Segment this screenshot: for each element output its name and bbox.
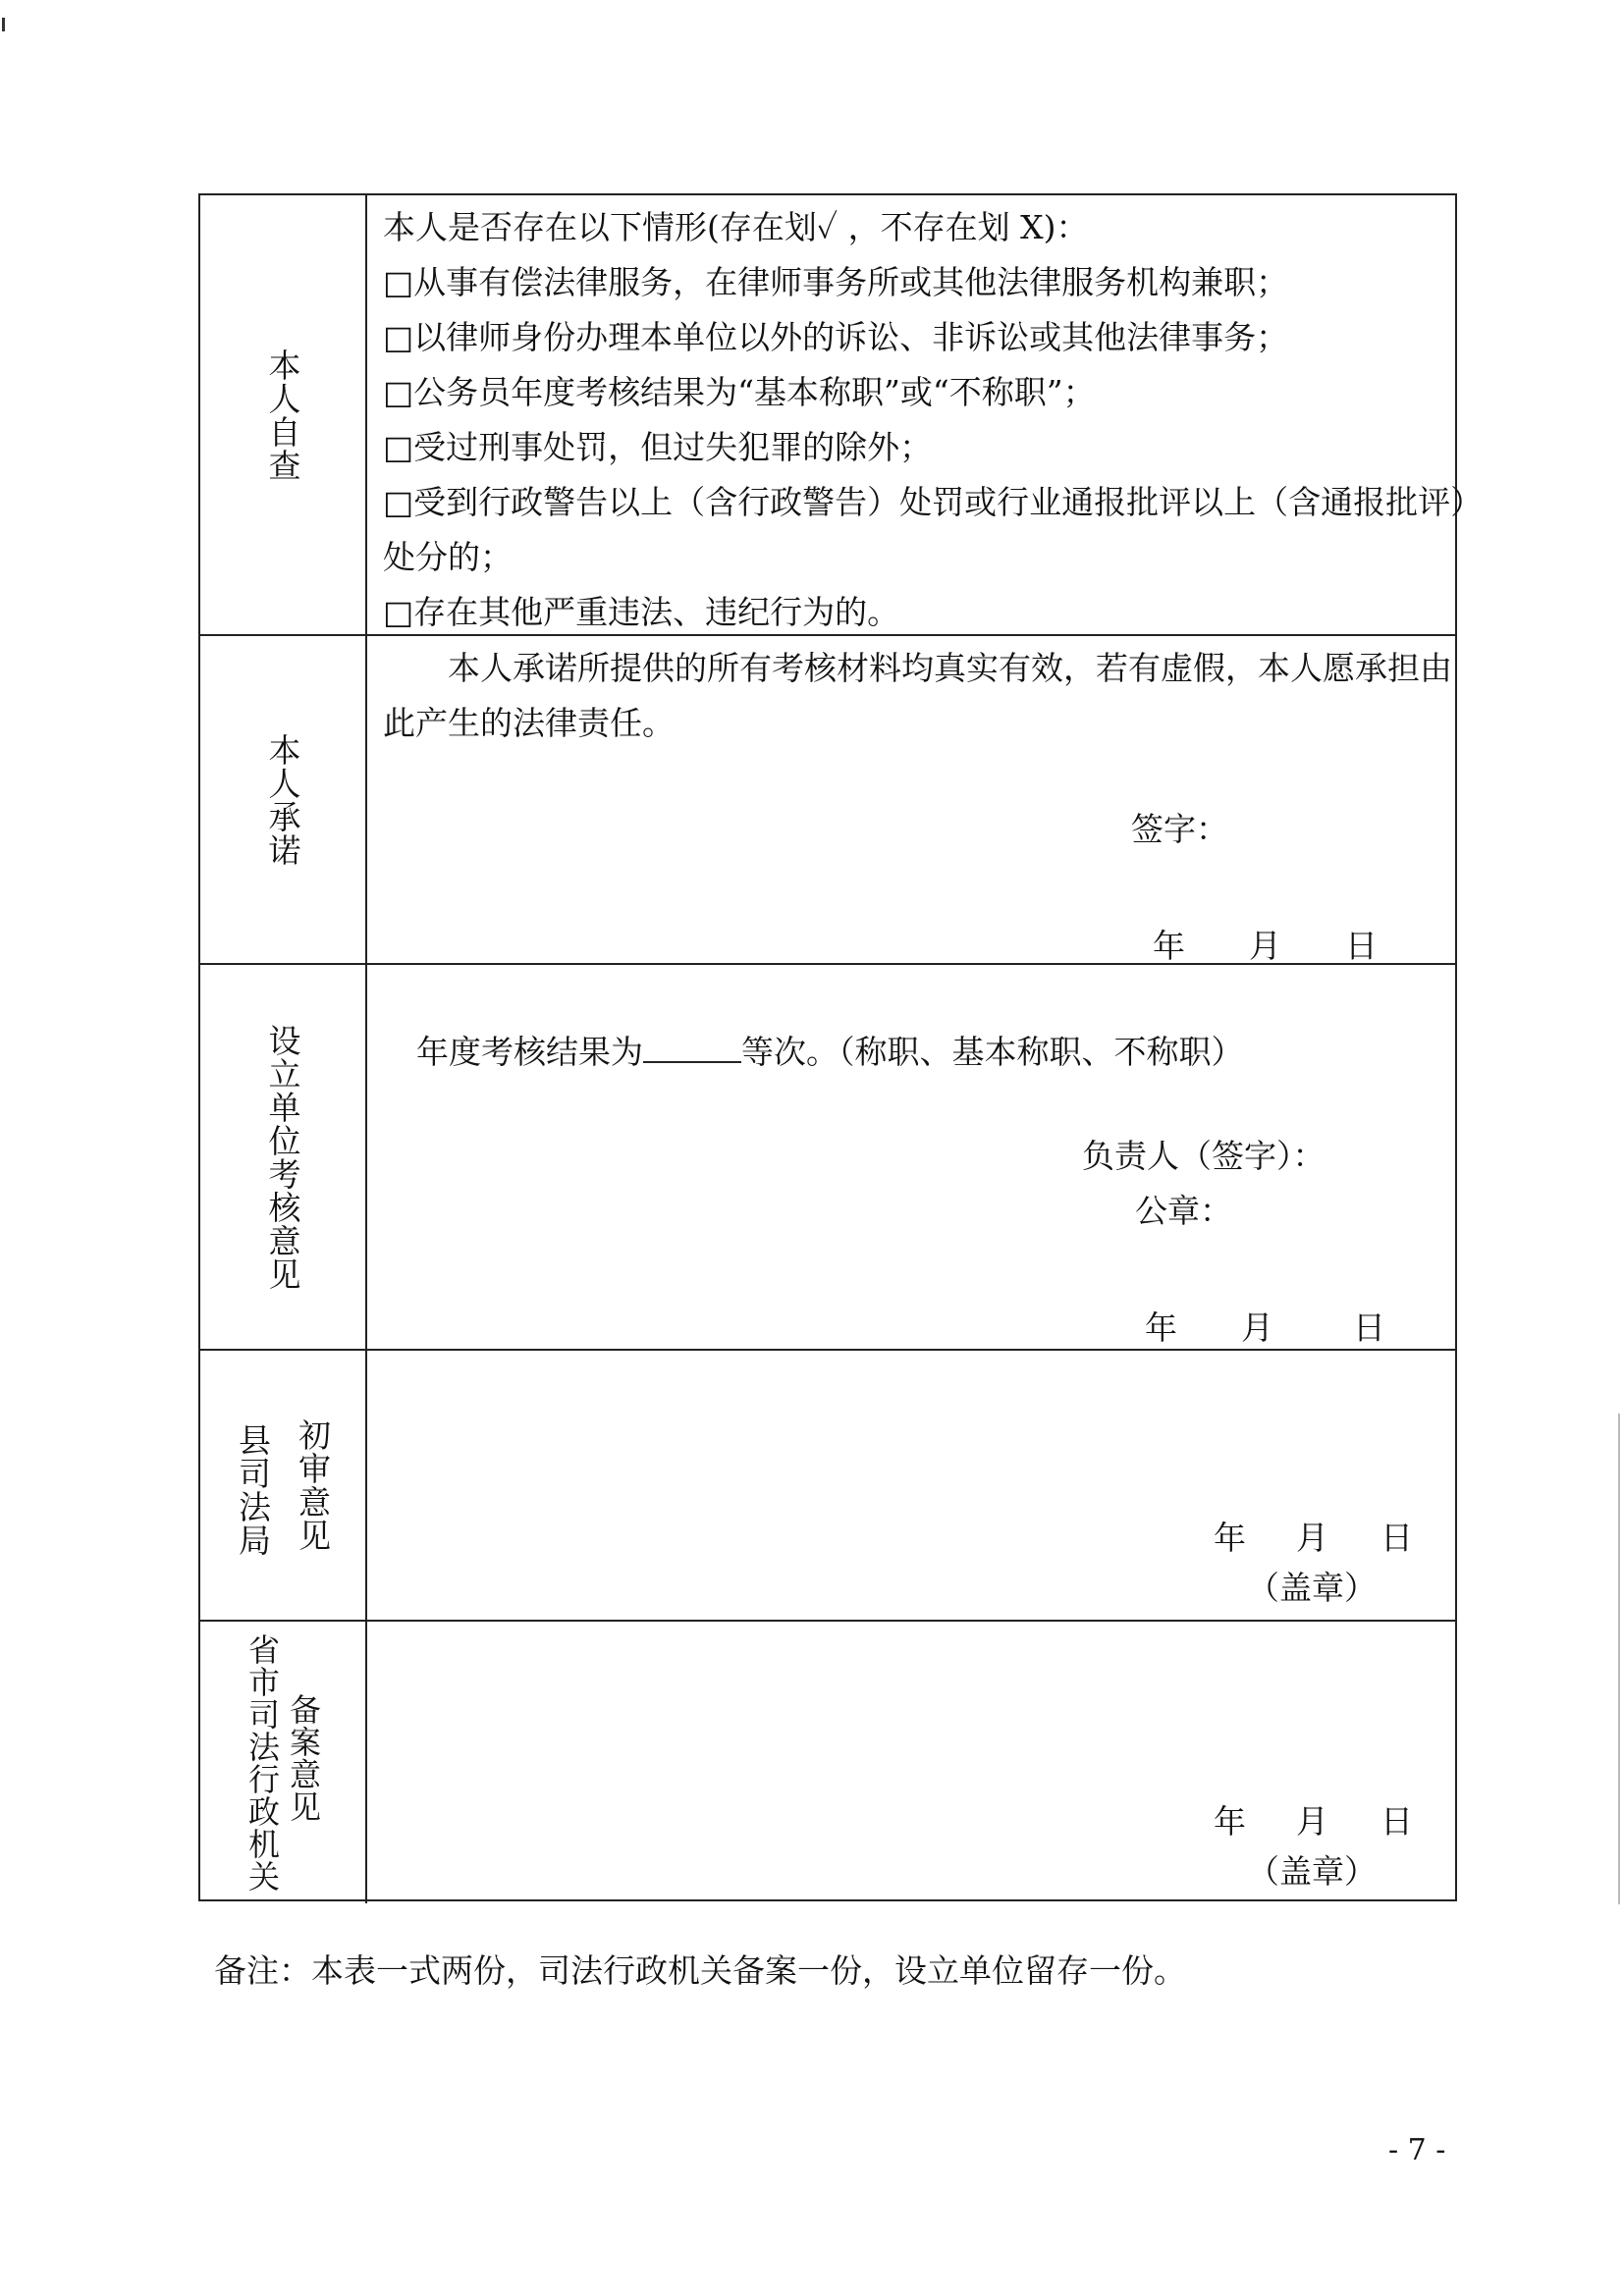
signature-label: 签字： xyxy=(1131,810,1228,848)
content-province-opinion xyxy=(367,1622,1455,1903)
day-label: 日 xyxy=(1380,1519,1413,1557)
content-unit-opinion xyxy=(367,965,1455,1349)
label-self-check: 本人自查 xyxy=(263,347,302,482)
year-label: 年 xyxy=(1214,1519,1246,1557)
month-label: 月 xyxy=(1296,1802,1328,1841)
label-county-bureau: 县司法局 xyxy=(234,1423,272,1557)
seal-label: 公章： xyxy=(1135,1192,1232,1230)
day-label: 日 xyxy=(1345,927,1378,965)
footnote: 备注：本表一式两份，司法行政机关备案一份，设立单位留存一份。 xyxy=(214,1951,1186,1990)
result-suffix: 等次。（称职、基本称职、不称职） xyxy=(741,1033,1244,1071)
label-judicial-organ: 省市司法行政机关 xyxy=(243,1632,281,1893)
content-self-check xyxy=(367,195,1484,634)
stamp-label: （盖章） xyxy=(1247,1569,1377,1607)
result-blank xyxy=(643,1034,741,1063)
label-preliminary-review: 初审意见 xyxy=(294,1418,332,1552)
promise-text-line2: 此产生的法律责任。 xyxy=(383,704,675,742)
assessment-form-table xyxy=(198,193,1484,1901)
self-check-item-continued: 处分的； xyxy=(383,538,513,576)
content-promise xyxy=(367,636,1455,963)
label-cell-province-opinion xyxy=(200,1622,367,1903)
month-label: 月 xyxy=(1296,1519,1328,1557)
row-unit-opinion xyxy=(200,965,1455,1351)
label-cell-county-opinion xyxy=(200,1351,367,1620)
assessment-result-line xyxy=(416,1033,1244,1071)
self-check-item: □存在其他严重违法、违纪行为的。 xyxy=(383,593,900,631)
label-unit-opinion: 设立单位考核意见 xyxy=(263,1023,302,1291)
scan-mark xyxy=(2,18,5,31)
self-check-item: □受到行政警告以上（含行政警告）处罚或行业通报批评以上（含通报批评） xyxy=(383,483,1484,521)
label-cell-promise xyxy=(200,636,367,963)
row-promise xyxy=(200,636,1455,965)
leader-signature-label: 负责人（签字）： xyxy=(1082,1137,1325,1175)
label-cell-self-check xyxy=(200,195,367,634)
label-promise: 本人承诺 xyxy=(263,732,302,867)
row-county-opinion xyxy=(200,1351,1455,1622)
content-county-opinion xyxy=(367,1351,1455,1620)
promise-text-line1: 本人承诺所提供的所有考核材料均真实有效，若有虚假，本人愿承担由 xyxy=(448,649,1452,687)
day-label: 日 xyxy=(1353,1308,1385,1347)
stamp-label: （盖章） xyxy=(1247,1852,1377,1891)
self-check-intro: 本人是否存在以下情形(存在划✓ ，不存在划 X)： xyxy=(383,208,1089,246)
self-check-item: □公务员年度考核结果为“基本称职”或“不称职”； xyxy=(383,373,1096,411)
label-filing-opinion: 备案意见 xyxy=(285,1692,322,1823)
self-check-item: □以律师身份办理本单位以外的诉讼、非诉讼或其他法律事务； xyxy=(383,318,1289,356)
year-label: 年 xyxy=(1214,1802,1246,1841)
label-cell-unit-opinion xyxy=(200,965,367,1349)
month-label: 月 xyxy=(1241,1308,1273,1347)
row-self-check xyxy=(200,195,1484,636)
scan-edge-line xyxy=(1618,1414,1620,1904)
year-label: 年 xyxy=(1153,927,1185,965)
row-province-opinion xyxy=(200,1622,1455,1903)
self-check-item: □受过刑事处罚，但过失犯罪的除外； xyxy=(383,428,933,466)
result-prefix: 年度考核结果为 xyxy=(416,1033,643,1071)
year-label: 年 xyxy=(1145,1308,1177,1347)
day-label: 日 xyxy=(1380,1802,1413,1841)
month-label: 月 xyxy=(1249,927,1281,965)
self-check-item: □从事有偿法律服务，在律师事务所或其他法律服务机构兼职； xyxy=(383,263,1289,301)
page-number: - 7 - xyxy=(1388,2133,1446,2167)
